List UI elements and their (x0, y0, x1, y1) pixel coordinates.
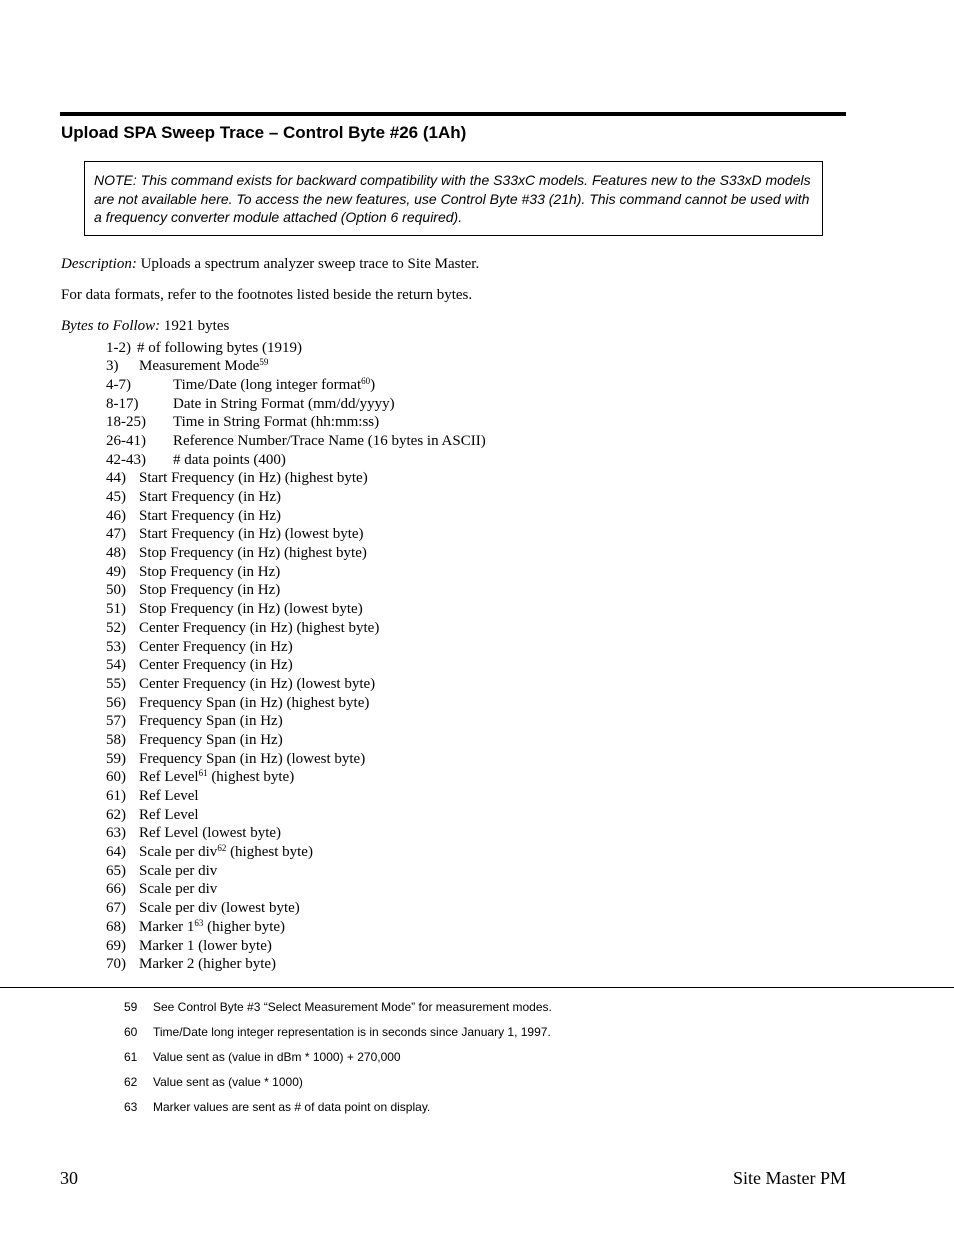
byte-description-text: Time in String Format (hh:mm:ss) (173, 414, 380, 431)
byte-description (139, 469, 368, 488)
bytes-to-follow-paragraph (61, 317, 229, 336)
byte-index: 68) (106, 918, 126, 935)
byte-index: 57) (106, 713, 126, 730)
byte-description (139, 694, 369, 713)
byte-list-item (106, 656, 302, 675)
byte-description-text: Ref Level (139, 788, 199, 804)
byte-list-item (106, 731, 302, 750)
byte-description (139, 955, 276, 974)
byte-description (137, 340, 302, 356)
footnote-number: 63 (124, 1100, 138, 1114)
byte-index: 47) (106, 526, 126, 543)
byte-list-item (106, 806, 302, 825)
footnote-reference: 61 (198, 768, 208, 779)
footnote-number: 61 (124, 1050, 138, 1064)
byte-description-text: Ref Level (139, 806, 199, 823)
byte-description (139, 787, 199, 806)
byte-list-item (106, 694, 370, 713)
byte-index: 66) (106, 881, 126, 898)
byte-index: 63) (106, 825, 126, 842)
byte-description-text: Marker 1 (139, 918, 195, 935)
footnote-number: 59 (124, 1000, 138, 1014)
footnote-number: 62 (124, 1075, 138, 1089)
byte-description-text: Stop Frequency (in Hz) (139, 582, 281, 599)
byte-index: 59) (106, 750, 126, 767)
byte-description (139, 544, 367, 563)
byte-description-text: Time/Date (long integer format (173, 376, 362, 393)
byte-description-text: Stop Frequency (in Hz) (highest byte) (139, 545, 367, 562)
byte-list-item (106, 768, 302, 787)
byte-description-text: Center Frequency (in Hz) (139, 657, 293, 674)
byte-description (139, 843, 313, 862)
byte-description-text: Stop Frequency (in Hz) (lowest byte) (139, 601, 363, 618)
byte-description-text: Scale per div (lowest byte) (139, 900, 300, 917)
byte-index: 58) (106, 731, 126, 748)
footnote-reference: 62 (217, 843, 227, 854)
byte-description-text: Scale per div (139, 844, 218, 861)
byte-description-text: Start Frequency (in Hz) (139, 507, 282, 524)
byte-index: 70) (106, 956, 126, 973)
byte-index: 62) (106, 806, 126, 823)
byte-description (173, 432, 486, 451)
byte-list-item (106, 525, 364, 544)
byte-index: 53) (106, 638, 126, 655)
byte-list (106, 339, 486, 974)
byte-description (139, 638, 293, 657)
byte-description (173, 451, 286, 470)
byte-index: 64) (106, 844, 126, 861)
byte-list-item (106, 638, 302, 657)
byte-list-item (106, 750, 366, 769)
byte-description (139, 656, 293, 675)
byte-description (139, 581, 280, 600)
byte-index: 18-25) (106, 414, 146, 431)
byte-index: 44) (106, 470, 126, 487)
byte-description-text: Marker 1 (lower byte) (139, 937, 272, 954)
byte-description (139, 880, 217, 899)
byte-list-item (106, 899, 302, 918)
byte-list-item (106, 862, 302, 881)
byte-description-text: Scale per div (139, 862, 218, 879)
description-text: Uploads a spectrum analyzer sweep trace to Site Master. (136, 255, 480, 272)
byte-description (139, 750, 365, 769)
byte-index: 67) (106, 900, 126, 917)
byte-index: 4-7) (106, 376, 131, 393)
byte-description-text: Date in String Format (mm/dd/yyyy) (173, 395, 395, 412)
running-footer-title: Site Master PM (732, 1168, 846, 1188)
bytes-to-follow-label: Bytes to Follow: (61, 318, 161, 334)
byte-list-item (106, 824, 302, 843)
byte-description-text: Frequency Span (in Hz) (highest byte) (139, 694, 370, 711)
byte-description (139, 712, 283, 731)
byte-list-item (106, 469, 368, 488)
byte-description (139, 357, 268, 376)
byte-description (139, 824, 281, 843)
byte-list-item (106, 451, 302, 470)
byte-description-text: Ref Level (139, 769, 199, 786)
byte-description (139, 731, 283, 750)
byte-list-item (106, 413, 380, 432)
footnote-text: See Control Byte #3 “Select Measurement Mode” for measurement modes. (153, 1000, 552, 1014)
byte-description-text: Ref Level (lowest byte) (139, 825, 282, 842)
byte-list-item (106, 357, 302, 376)
byte-index: 46) (106, 507, 126, 524)
byte-description-text: Marker 2 (higher byte) (139, 956, 277, 973)
byte-index: 69) (106, 937, 126, 954)
footnote-text: Value sent as (value * 1000) (153, 1075, 303, 1089)
byte-description-text: # of following bytes (1919) (137, 339, 302, 356)
byte-index: 60) (106, 769, 126, 786)
note-box: NOTE: This command exists for backward compatibility with the S33xC models. Features new to the S33xD models are not available here. To access the new features, use Control Byte #33 (21h). This command cannot be used with a frequency converter module attached (Option 6 required). (84, 161, 823, 236)
byte-description (139, 563, 280, 582)
byte-index: 51) (106, 601, 126, 618)
footnote-text: Value sent as (value in dBm * 1000) + 270,000 (153, 1050, 401, 1064)
byte-description-text: Frequency Span (in Hz) (139, 713, 283, 730)
byte-description (139, 937, 272, 956)
byte-description-suffix: (higher byte) (203, 918, 286, 935)
byte-description (139, 918, 285, 937)
byte-description-text: Measurement Mode (139, 358, 260, 375)
byte-list-item (106, 918, 302, 937)
byte-description-text: Center Frequency (in Hz) (139, 638, 293, 655)
byte-description (139, 507, 281, 526)
section-heading: Upload SPA Sweep Trace – Control Byte #26 (1Ah) (61, 123, 467, 142)
byte-index: 55) (106, 675, 126, 692)
byte-description (139, 899, 300, 918)
byte-index: 3) (106, 358, 119, 375)
byte-list-item (106, 937, 302, 956)
data-formats-paragraph: For data formats, refer to the footnotes listed beside the return bytes. (61, 286, 473, 303)
byte-list-item (106, 675, 376, 694)
byte-description-text: Frequency Span (in Hz) (139, 731, 283, 748)
footnote-number: 60 (124, 1025, 138, 1039)
byte-index: 1-2) (106, 339, 131, 356)
byte-description-text: Center Frequency (in Hz) (highest byte) (139, 619, 380, 636)
footnote-text: Marker values are sent as # of data point on display. (153, 1100, 431, 1114)
page-number: 30 (60, 1168, 78, 1188)
footnote-reference: 63 (194, 917, 204, 928)
byte-list-item (106, 507, 302, 526)
byte-list-item (106, 488, 302, 507)
footnote-divider (0, 987, 954, 988)
byte-index: 26-41) (106, 432, 146, 449)
footnote-reference: 60 (361, 375, 371, 386)
byte-description (173, 395, 395, 414)
byte-description (139, 768, 294, 787)
footnote-reference: 59 (259, 357, 269, 368)
byte-description-text: Center Frequency (in Hz) (lowest byte) (139, 675, 376, 692)
byte-description-text: Frequency Span (in Hz) (lowest byte) (139, 750, 366, 767)
byte-description (139, 619, 379, 638)
byte-index: 52) (106, 619, 126, 636)
byte-description (139, 525, 364, 544)
byte-description-suffix: ) (370, 376, 376, 393)
byte-index: 50) (106, 582, 126, 599)
byte-list-item (106, 712, 302, 731)
byte-description (139, 862, 217, 881)
byte-description (139, 675, 375, 694)
bytes-to-follow-text: 1921 bytes (160, 318, 230, 334)
byte-list-item (106, 955, 302, 974)
byte-list-item (106, 619, 380, 638)
byte-description (139, 806, 199, 825)
byte-index: 8-17) (106, 395, 139, 412)
byte-description-text: # data points (400) (173, 451, 286, 468)
byte-description-text: Reference Number/Trace Name (16 bytes in ASCII) (173, 432, 486, 449)
byte-description-text: Stop Frequency (in Hz) (139, 563, 281, 580)
byte-list-item (106, 563, 302, 582)
byte-list-item (106, 375, 376, 395)
byte-list-item (106, 339, 302, 358)
footnote-text: Time/Date long integer representation is in seconds since January 1, 1997. (153, 1025, 551, 1039)
byte-list-item (106, 395, 395, 414)
byte-index: 54) (106, 657, 126, 674)
byte-description (139, 600, 363, 619)
byte-list-item (106, 880, 302, 899)
section-top-rule (60, 112, 846, 116)
byte-list-item (106, 581, 302, 600)
description-label: Description: (61, 255, 137, 272)
byte-index: 45) (106, 489, 126, 505)
byte-index: 61) (106, 788, 126, 804)
description-paragraph (61, 255, 479, 274)
byte-description-text: Start Frequency (in Hz) (highest byte) (139, 470, 368, 487)
byte-index: 42-43) (106, 451, 146, 468)
byte-description-text: Scale per div (139, 881, 218, 898)
byte-description-suffix: (highest byte) (226, 844, 313, 861)
byte-index: 65) (106, 862, 126, 879)
byte-list-item (106, 843, 313, 862)
byte-list-item (106, 787, 302, 806)
byte-list-item (106, 600, 363, 619)
byte-description-text: Start Frequency (in Hz) (139, 489, 282, 505)
byte-index: 56) (106, 694, 126, 711)
byte-index: 48) (106, 545, 126, 562)
byte-description (173, 376, 375, 395)
byte-description-text: Start Frequency (in Hz) (lowest byte) (139, 526, 364, 543)
byte-list-item (106, 544, 367, 563)
byte-description (173, 413, 379, 432)
byte-description (139, 488, 281, 507)
byte-description-suffix: (highest byte) (207, 769, 295, 786)
byte-index: 49) (106, 563, 126, 580)
byte-list-item (106, 432, 486, 451)
